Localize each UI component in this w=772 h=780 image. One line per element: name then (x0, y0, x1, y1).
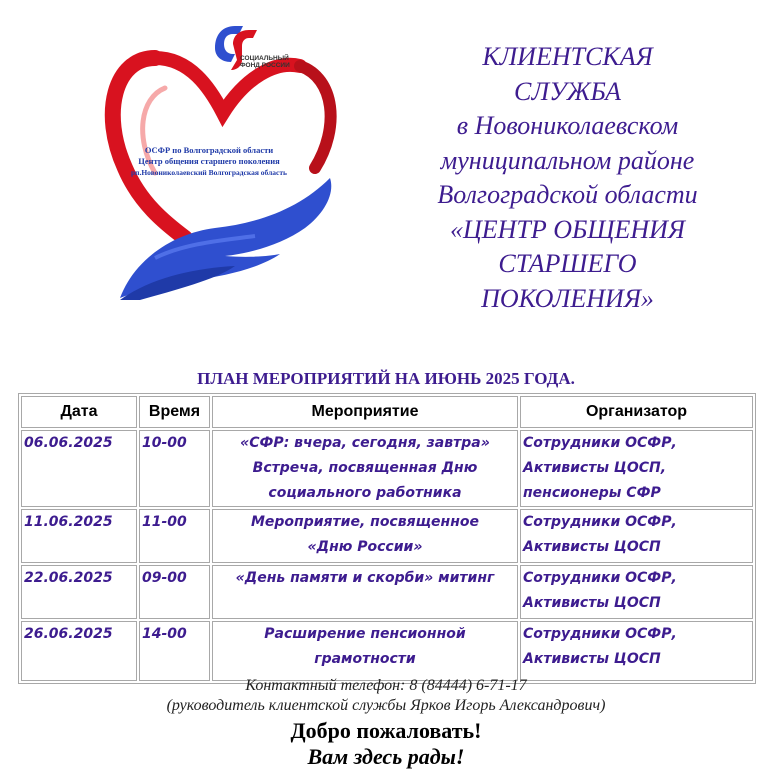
logo-caption-line: рп.Новониколаевский Волгоградская область (130, 168, 288, 177)
cell-time: 14-00 (139, 621, 210, 681)
welcome-text: Добро пожаловать! (290, 718, 482, 743)
cell-organizer (520, 430, 753, 507)
cell-event (212, 621, 518, 681)
event-line: Расширение пенсионной (264, 626, 466, 642)
event-line: «СФР: вчера, сегодня, завтра» (240, 435, 490, 451)
event-line: Встреча, посвященная Дню (252, 460, 478, 476)
logo-caption-line: ОСФР по Волгоградской области (144, 145, 274, 155)
organizer-line: Сотрудники ОСФР, (523, 435, 677, 451)
title-line: СЛУЖБА (513, 76, 622, 106)
cell-event (212, 565, 518, 619)
organizer-line: Активисты ЦОСП, (523, 460, 667, 476)
page-title (405, 40, 730, 316)
event-line: Мероприятие, посвященное (250, 514, 480, 530)
cell-organizer (520, 509, 753, 563)
table-row (21, 430, 753, 507)
column-header-organizer: Организатор (520, 396, 753, 428)
table-header-row (21, 396, 753, 428)
cell-event (212, 430, 518, 507)
organizer-line: Активисты ЦОСП (523, 595, 661, 611)
brand-top-text: СОЦИАЛЬНЫЙ (240, 55, 289, 62)
organizer-line: Активисты ЦОСП (523, 539, 661, 555)
cell-date: 11.06.2025 (21, 509, 137, 563)
event-line: «День памяти и скорби» митинг (235, 570, 495, 586)
title-line: муниципальном районе (440, 145, 695, 175)
organizer-line: Активисты ЦОСП (523, 651, 661, 667)
contact-head: (руководитель клиентской службы Ярков Игорь Александрович) (166, 697, 606, 714)
title-line: СТАРШЕГО (498, 249, 637, 278)
column-header-date: Дата (21, 396, 137, 428)
cell-date: 06.06.2025 (21, 430, 137, 507)
title-line: КЛИЕНТСКАЯ (482, 42, 653, 71)
title-line: ПОКОЛЕНИЯ» (481, 283, 654, 313)
organizer-line: Сотрудники ОСФР, (523, 514, 677, 530)
cell-organizer (520, 621, 753, 681)
cell-date: 26.06.2025 (21, 621, 137, 681)
cell-time: 10-00 (139, 430, 210, 507)
cell-time: 09-00 (139, 565, 210, 619)
title-line: Волгоградской области (437, 180, 698, 209)
table-row (21, 509, 753, 563)
logo-caption (118, 145, 300, 178)
cell-time: 11-00 (139, 509, 210, 563)
column-header-event: Мероприятие (212, 396, 518, 428)
welcome-block (0, 718, 772, 770)
events-table (18, 393, 756, 684)
contact-info (0, 676, 772, 716)
cell-organizer (520, 565, 753, 619)
organizer-line: Сотрудники ОСФР, (523, 626, 677, 642)
column-header-time: Время (139, 396, 210, 428)
title-line: «ЦЕНТР ОБЩЕНИЯ (449, 214, 686, 244)
organizer-line: Сотрудники ОСФР, (523, 570, 677, 586)
brand-label (240, 55, 290, 69)
cell-date: 22.06.2025 (21, 565, 137, 619)
table-row (21, 565, 753, 619)
event-line: «Дню России» (307, 539, 423, 555)
cell-event (212, 509, 518, 563)
event-line: грамотности (314, 651, 416, 667)
event-line: социального работника (268, 485, 462, 501)
table-row (21, 621, 753, 681)
contact-phone: Контактный телефон: 8 (84444) 6-71-17 (245, 677, 527, 694)
title-line: в Новониколаевском (456, 111, 679, 140)
plan-title: ПЛАН МЕРОПРИЯТИЙ НА ИЮНЬ 2025 ГОДА. (197, 369, 575, 388)
brand-bottom-text: ФОНД РОССИИ (240, 62, 290, 69)
organizer-line: пенсионеры СФР (523, 485, 661, 501)
logo-caption-line: Центр общения старшего поколения (138, 156, 280, 166)
glad-text: Вам здесь рады! (307, 744, 465, 769)
